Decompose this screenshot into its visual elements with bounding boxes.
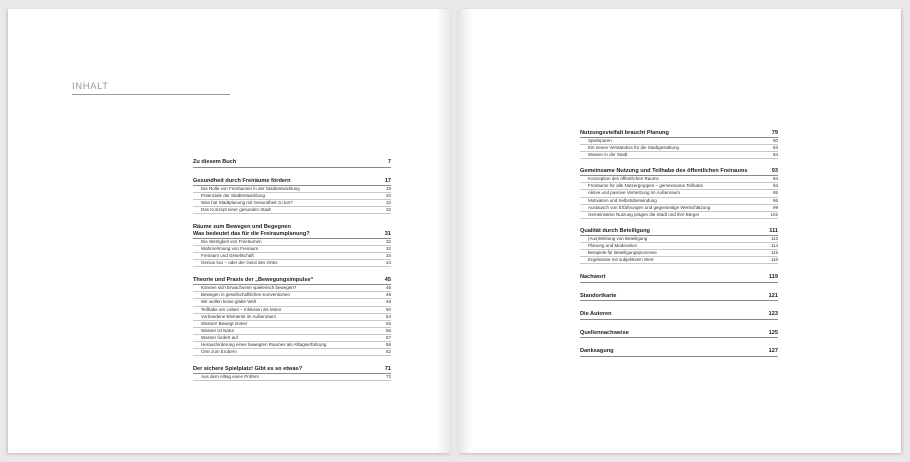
entry-page-number: 48 <box>385 299 391 305</box>
entry-label: Das Konzept einer gesunden Stadt <box>201 206 271 212</box>
toc-section-heading <box>193 277 391 285</box>
entry-label: Gemeinsame Nutzung prägen die Stadt und ihre Bürger <box>588 211 700 217</box>
toc-entry <box>580 138 778 145</box>
entry-label: Was hat Stadtplanung mit Gesundheit zu tun? <box>201 199 293 205</box>
entry-label: Wasser ist Natur <box>201 327 235 333</box>
section-page-number: 45 <box>384 277 391 284</box>
entry-page-number: 58 <box>385 342 391 347</box>
entry-page-number: 18 <box>385 185 391 191</box>
entry-page-number: 114 <box>770 242 778 248</box>
section-title: Was bedeutet das für die Freiraumplanung? <box>193 230 310 237</box>
toc-section-heading <box>193 224 391 239</box>
entry-page-number: 99 <box>772 204 778 210</box>
entry-page-number: 46 <box>385 285 391 291</box>
section-title: Nutzungsvielfalt braucht Planung <box>580 130 669 136</box>
section-page-number: 71 <box>384 366 391 373</box>
entry-page-number: 34 <box>385 260 391 266</box>
entry-label: Konzeption des öffentlichen Raums <box>588 176 659 182</box>
section-title: Qualität durch Beteiligung <box>580 227 650 234</box>
entry-label: Wasser in der Stadt <box>588 152 628 158</box>
entry-page-number: 57 <box>385 334 391 340</box>
entry-label: Planung und Moderation <box>588 242 638 248</box>
right-page <box>458 9 901 453</box>
entry-page-number: 54 <box>385 313 391 319</box>
entry-page-number: 20 <box>385 192 391 198</box>
toc-section <box>580 311 778 320</box>
toc-heading-row <box>580 168 778 175</box>
entry-page-number: 83 <box>772 145 778 151</box>
section-page-number: 93 <box>771 168 778 175</box>
toc-entry <box>193 342 391 349</box>
toc-entry <box>193 200 391 207</box>
toc-entry <box>580 212 778 219</box>
toc-entry <box>193 239 391 246</box>
section-page-number: 127 <box>768 348 778 355</box>
section-title: Theorie und Praxis der „Bewegungsimpulse“ <box>193 277 314 284</box>
section-page-number: 17 <box>384 177 391 184</box>
toc-entry <box>580 257 778 264</box>
entry-page-number: 50 <box>385 306 391 312</box>
toc-entry <box>580 183 778 190</box>
entry-label: Die Rolle von Freiräumen in der Stadtentwicklung <box>201 185 300 191</box>
entry-page-number: 22 <box>385 199 391 205</box>
toc-section <box>580 228 778 264</box>
heading-rule <box>72 94 230 95</box>
toc-heading-row <box>193 224 391 231</box>
entry-page-number: 72 <box>385 374 391 380</box>
section-title: Gesundheit durch Freiräume fördern <box>193 177 291 184</box>
toc-right-column <box>580 130 778 363</box>
toc-entry <box>580 236 778 243</box>
entry-label: Ein neues Verständnis für die Stadtgestaltung <box>588 145 680 151</box>
entry-page-number: 56 <box>385 327 391 333</box>
section-page-number: 125 <box>768 329 778 336</box>
entry-label: Aus dem Alltag eines Prüfers <box>201 374 259 380</box>
toc-section <box>193 277 391 356</box>
toc-entry <box>193 186 391 193</box>
entry-label: Können sich Erwachsene spielerisch bewegen? <box>201 285 297 291</box>
toc-heading-row <box>580 293 778 301</box>
toc-section <box>193 159 391 168</box>
spine-shadow <box>437 9 451 453</box>
toc-entry <box>193 253 391 260</box>
section-page-number: 123 <box>768 311 778 318</box>
section-title: Der sichere Spielplatz! Gibt es so etwas? <box>193 366 303 373</box>
entry-page-number: 84 <box>772 152 778 158</box>
toc-entry <box>193 314 391 321</box>
toc-section-heading <box>193 159 391 168</box>
section-title: Quellennachweise <box>580 329 629 336</box>
toc-entry <box>193 349 391 356</box>
entry-label: Motivation und Selbstüberwindung <box>588 197 657 203</box>
toc-entry <box>580 145 778 152</box>
toc-section-heading <box>580 228 778 236</box>
toc-entry <box>193 292 391 299</box>
toc-heading-row <box>580 228 778 235</box>
spine-shadow <box>458 9 472 453</box>
toc-entry <box>580 176 778 183</box>
entry-page-number: 96 <box>772 197 778 203</box>
toc-heading-row <box>193 231 391 238</box>
left-page <box>8 9 451 453</box>
toc-section-heading <box>580 274 778 283</box>
toc-entry <box>193 307 391 314</box>
entry-page-number: 32 <box>385 238 391 244</box>
toc-section <box>580 293 778 302</box>
entry-page-number: 113 <box>770 235 778 241</box>
entry-label: Wasser fordert auf <box>201 334 238 340</box>
toc-heading-row <box>580 348 778 356</box>
entry-page-number: 55 <box>385 320 391 326</box>
section-page-number: 119 <box>768 274 778 281</box>
toc-section <box>580 330 778 339</box>
toc-entry <box>193 207 391 214</box>
entry-label: Wasser! Bewegt immer <box>201 320 248 326</box>
toc-entry <box>193 328 391 335</box>
toc-left-column <box>193 159 391 387</box>
entry-page-number: 94 <box>772 176 778 182</box>
entry-page-number: 116 <box>770 257 778 263</box>
entry-label: Bewegen in gesellschaftlichen Konventionen <box>201 292 291 298</box>
toc-section-heading <box>580 311 778 320</box>
entry-label: Die Wertigkeit von Freiräumen <box>201 238 262 244</box>
toc-entry <box>580 250 778 257</box>
toc-entry <box>193 374 391 381</box>
toc-entry <box>193 321 391 328</box>
toc-section-heading <box>580 293 778 302</box>
toc-entry <box>580 243 778 250</box>
entry-label: Wir wollen keine glatte Welt <box>201 299 257 305</box>
toc-section-heading <box>580 330 778 339</box>
entry-page-number: 115 <box>770 250 778 256</box>
toc-section-heading <box>580 348 778 357</box>
toc-entry <box>580 190 778 197</box>
section-title: Standortkarte <box>580 292 617 299</box>
entry-label: Potenziale der Stadtentwicklung <box>201 192 266 198</box>
entry-label: Aktive und passive Vernetzung im Außenraum <box>588 190 681 196</box>
toc-section-heading <box>193 366 391 374</box>
toc-heading-row <box>193 366 391 373</box>
toc-heading-row <box>580 274 778 282</box>
toc-section <box>193 178 391 214</box>
toc-section-heading <box>580 168 778 176</box>
section-title: Räume zum Bewegen und Begegnen <box>193 223 291 230</box>
toc-heading-row <box>580 330 778 338</box>
entry-label: Spielspuren <box>588 138 612 143</box>
entry-label: Genius loci – oder der Geist des Ortes <box>201 260 278 266</box>
toc-entry <box>193 193 391 200</box>
entry-label: Freiraum und Gesellschaft <box>201 253 254 259</box>
entry-page-number: 34 <box>385 253 391 259</box>
entry-label: Teilhabe am Leben – Inklusion als Motor <box>201 306 282 312</box>
section-title: Gemeinsame Nutzung und Teilhabe des öffentlichen Freiraums <box>580 168 748 175</box>
toc-entry <box>580 198 778 205</box>
entry-label: Austausch von Erfahrungen und gegenseitige Wertschätzung <box>588 204 711 210</box>
toc-entry <box>580 152 778 159</box>
toc-section <box>580 130 778 159</box>
entry-page-number: 95 <box>772 190 778 196</box>
entry-label: Herausforderung eines bewegten Raumes als Alltagserfahrung <box>201 342 327 347</box>
entry-page-number: 62 <box>385 349 391 355</box>
section-title: Nachwort <box>580 274 606 281</box>
toc-entry <box>193 260 391 267</box>
toc-section <box>580 168 778 219</box>
toc-section <box>580 274 778 283</box>
toc-section <box>193 366 391 381</box>
toc-heading: INHALT <box>72 81 109 92</box>
entry-label: Vorhandene Elemente im Außenraum <box>201 313 277 319</box>
entry-label: Orte zum Erobern <box>201 349 237 355</box>
toc-heading-row <box>580 311 778 319</box>
entry-label: Wahrnehmung von Freiraum <box>201 245 259 251</box>
entry-page-number: 80 <box>772 138 778 143</box>
section-title: Die Autoren <box>580 311 612 318</box>
section-page-number: 79 <box>771 130 778 136</box>
toc-heading-row <box>193 178 391 185</box>
section-page-number: 31 <box>384 230 391 237</box>
entry-page-number: 22 <box>385 206 391 212</box>
toc-heading-row <box>193 277 391 284</box>
section-page-number: 121 <box>768 292 778 299</box>
toc-entry <box>193 299 391 306</box>
section-page-number: 111 <box>769 227 778 234</box>
section-page-number: 7 <box>387 159 391 165</box>
section-title: Danksagung <box>580 348 614 355</box>
entry-page-number: 94 <box>772 183 778 189</box>
toc-section <box>580 348 778 357</box>
toc-entry <box>580 205 778 212</box>
section-title: Zu diesem Buch <box>193 159 237 165</box>
toc-section-heading <box>580 130 778 138</box>
toc-section-heading <box>193 178 391 186</box>
entry-page-number: 48 <box>385 292 391 298</box>
toc-heading-row <box>193 159 391 167</box>
toc-entry <box>193 246 391 253</box>
entry-page-number: 102 <box>770 211 778 217</box>
toc-entry <box>193 335 391 342</box>
entry-label: Beispiele für Beteiligungsprozesse <box>588 250 657 256</box>
entry-label: Ergebnisse mit subjektivem Wert <box>588 257 654 263</box>
toc-section <box>193 224 391 267</box>
entry-label: (Aus)Wirkung von Beteiligung <box>588 235 648 241</box>
entry-label: Freiräume für alle Nutzergruppen – gemeinsame Teilhabe <box>588 183 703 189</box>
entry-page-number: 32 <box>385 245 391 251</box>
toc-entry <box>193 285 391 292</box>
toc-heading-row <box>580 130 778 137</box>
